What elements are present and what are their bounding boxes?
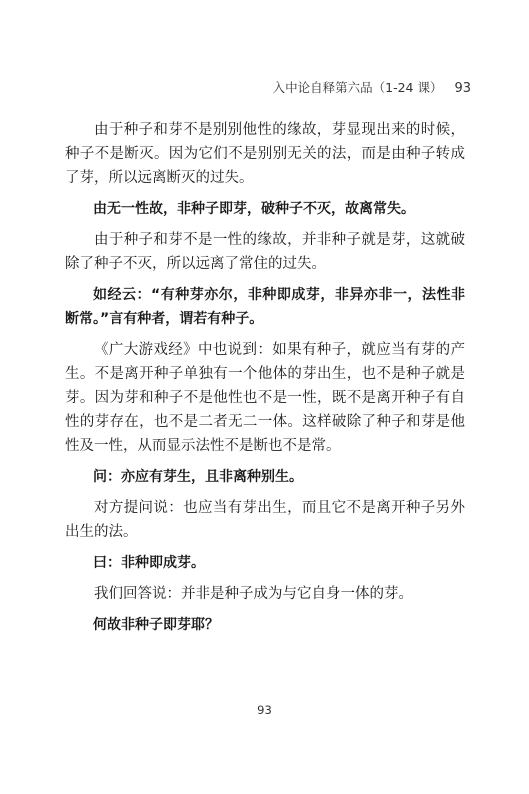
page-footer bbox=[0, 703, 529, 717]
header-title: 入中论自释第六品（1-24 课） bbox=[272, 80, 443, 95]
running-header bbox=[273, 78, 471, 96]
root-text-heading: 由无一性故，非种子即芽，破种子不灭，故离常失。 bbox=[93, 201, 415, 217]
root-text-heading: 如经云：“有种芽亦尔，非种即成芽，非异亦非一，法性非断常。”言有种者，谓若有种子。 bbox=[65, 287, 465, 327]
root-text-heading: 问：亦应有芽生，且非离种别生。 bbox=[93, 469, 303, 485]
body-paragraph: 《广大游戏经》中也说到：如果有种子，就应当有芽的产生。不是离开种子单独有一个他体的芽出生，也不是种子就是芽。因为芽和种子不是他性也不是一性，既不是离开种子有自性的芽存在，也不是二者无二一体。这样破除了种子和芽是他性及一性，从而显示法性不是断也不是常。 bbox=[65, 342, 465, 454]
root-text-heading: 曰：非种即成芽。 bbox=[93, 555, 205, 571]
page-body bbox=[65, 118, 465, 644]
root-text-heading: 何故非种子即芽耶？ bbox=[93, 617, 219, 633]
footer-page-number: 93 bbox=[257, 703, 272, 717]
body-paragraph: 我们回答说：并非是种子成为与它自身一体的芽。 bbox=[94, 586, 413, 602]
header-page-number: 93 bbox=[454, 81, 471, 96]
body-paragraph: 由于种子和芽不是别别他性的缘故，芽显现出来的时候，种子不是断灭。因为它们不是别别无关的法，而是由种子转成了芽，所以远离断灭的过失。 bbox=[65, 122, 465, 186]
body-paragraph: 对方提问说：也应当有芽出生，而且它不是离开种子另外出生的法。 bbox=[65, 500, 465, 540]
body-paragraph: 由于种子和芽不是一性的缘故，并非种子就是芽，这就破除了种子不灭，所以远离了常住的过失。 bbox=[65, 232, 465, 272]
